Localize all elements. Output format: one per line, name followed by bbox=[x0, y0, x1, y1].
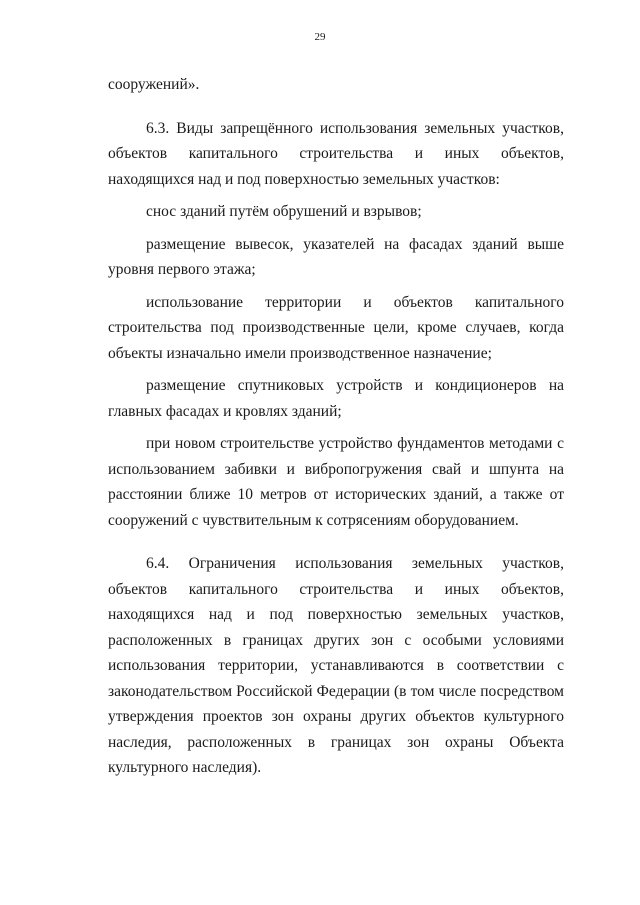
paragraph-section-6-4: 6.4. Ограничения использования земельных участков, объектов капитального строительства и иных объектов, находящихся над и под поверхностью земельных участков, расположенных в границах других зон с особыми условиями использования территории, устанавливаются в соответствии с законодательством Российской Федерации (в том числе посредством утверждения проектов зон охраны других объектов культурного наследия, расположенных в границах зон охраны Объекта культурного наследия). bbox=[108, 555, 564, 776]
document-body bbox=[108, 72, 564, 781]
page-number: 29 bbox=[314, 31, 326, 43]
list-item-signage: размещение вывесок, указателей на фасадах зданий выше уровня первого этажа; bbox=[108, 235, 564, 278]
list-item-demolition: снос зданий путём обрушений и взрывов; bbox=[146, 203, 422, 220]
list-item-industrial-use: использование территории и объектов капитального строительства под производственные цели, кроме случаев, когда объекты изначально имели производственное назначение; bbox=[108, 293, 564, 362]
list-item-foundations: при новом строительстве устройство фундаментов методами с использованием забивки и вибропогружения свай и шпунта на расстоянии ближе 10 метров от исторических зданий, а также от сооружений с чувствительным к сотрясениям оборудованием. bbox=[108, 435, 564, 529]
paragraph-section-6-3: 6.3. Виды запрещённого использования земельных участков, объектов капитального строительства и иных объектов, находящихся над и под поверхностью земельных участков: bbox=[108, 119, 564, 188]
paragraph-continuation: сооружений». bbox=[108, 76, 200, 93]
list-item-satellite-devices: размещение спутниковых устройств и кондиционеров на главных фасадах и кровлях зданий; bbox=[108, 377, 564, 420]
